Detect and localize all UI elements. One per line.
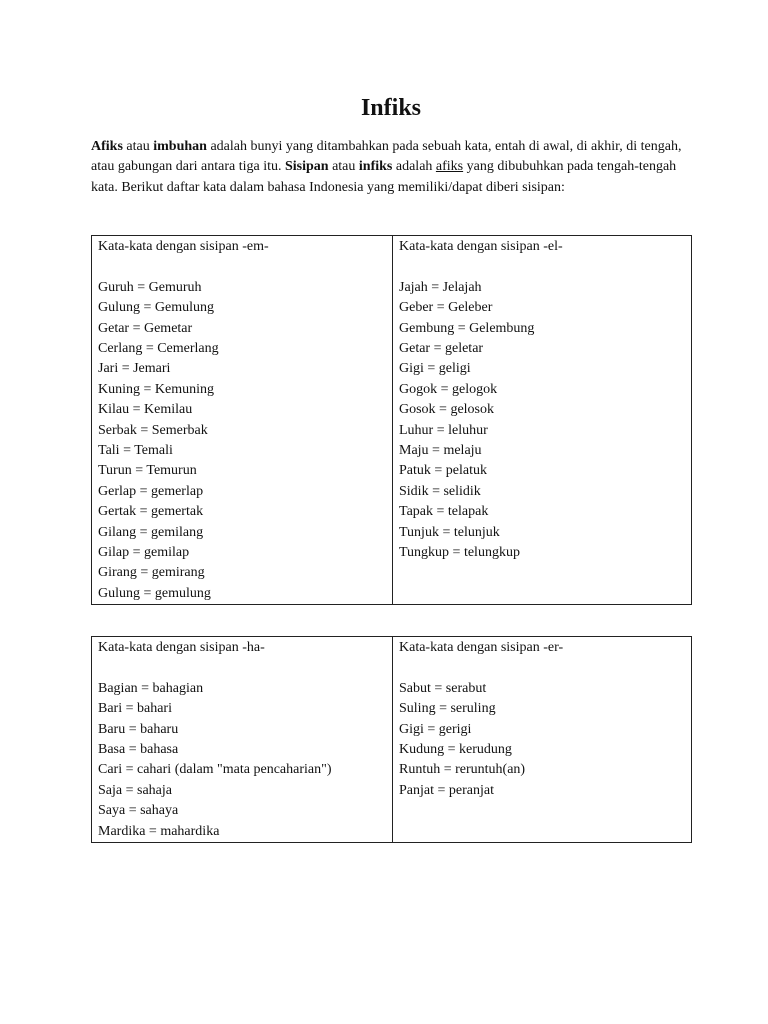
- column-header-ha: Kata-kata dengan sisipan -ha-: [98, 640, 265, 655]
- word-pair: Getar = geletar: [399, 341, 484, 357]
- column-header-el: Kata-kata dengan sisipan -el-: [399, 239, 563, 254]
- word-pair: Sidik = selidik: [399, 483, 481, 499]
- intro-text: atau: [328, 159, 359, 175]
- word-pair: Gogok = gelogok: [399, 381, 498, 397]
- word-pair: Bagian = bahagian: [98, 680, 204, 696]
- table-row: [92, 637, 692, 843]
- word-list-em: [98, 278, 386, 605]
- table-row: [92, 236, 692, 605]
- word-pair: Mardika = mahardika: [98, 823, 220, 839]
- term-afiks: Afiks: [91, 139, 123, 154]
- word-pair: Tali = Temali: [98, 443, 173, 459]
- column-er: [393, 637, 692, 843]
- word-pair: Turun = Temurun: [98, 463, 197, 479]
- word-pair: Guruh = Gemuruh: [98, 279, 202, 295]
- word-pair: Jari = Jemari: [98, 361, 171, 377]
- column-em: [92, 236, 393, 605]
- word-pair: Serbak = Semerbak: [98, 422, 208, 438]
- word-pair: Tapak = telapak: [399, 504, 489, 520]
- word-pair: Gilang = gemilang: [98, 524, 204, 540]
- word-pair: Girang = gemirang: [98, 565, 205, 581]
- word-list-el: [399, 278, 685, 564]
- word-pair: Saja = sahaja: [98, 782, 172, 798]
- word-pair: Maju = melaju: [399, 443, 482, 459]
- word-pair: Sabut = serabut: [399, 680, 487, 696]
- intro-text: yang dibubuhkan pada tengah-tengah kata. Berikut daftar kata dalam bahasa Indonesia yang memiliki/dapat diberi sisipan:: [91, 159, 677, 195]
- word-pair: Gulung = Gemulung: [98, 300, 214, 316]
- word-list-er: [399, 679, 685, 801]
- column-ha: [92, 637, 393, 843]
- word-pair: Gertak = gemertak: [98, 504, 204, 520]
- word-pair: Suling = seruling: [399, 701, 496, 717]
- word-pair: Saya = sahaya: [98, 803, 179, 819]
- page-title: Infiks: [360, 95, 422, 121]
- word-pair: Kilau = Kemilau: [98, 402, 193, 418]
- intro-text: atau: [122, 139, 154, 154]
- word-pair: Getar = Gemetar: [98, 320, 193, 336]
- word-pair: Baru = baharu: [98, 721, 179, 737]
- word-pair: Geber = Geleber: [399, 300, 493, 316]
- term-sisipan: Sisipan: [284, 159, 329, 175]
- infix-table-ha-er: [91, 636, 692, 843]
- afiks-link[interactable]: afiks: [435, 159, 464, 175]
- column-el: [393, 236, 692, 605]
- word-pair: Gerlap = gemerlap: [98, 483, 204, 499]
- word-pair: Runtuh = reruntuh(an): [399, 762, 526, 778]
- word-pair: Panjat = peranjat: [399, 782, 494, 798]
- word-pair: Kudung = kerudung: [399, 742, 512, 758]
- word-pair: Tungkup = telungkup: [399, 545, 520, 561]
- column-header-em: Kata-kata dengan sisipan -em-: [98, 239, 269, 254]
- word-pair: Gosok = gelosok: [399, 402, 495, 418]
- word-pair: Gigi = geligi: [399, 361, 471, 377]
- word-pair: Cari = cahari (dalam "mata pencaharian"): [98, 762, 332, 778]
- word-pair: Gilap = gemilap: [98, 545, 190, 561]
- term-imbuhan: imbuhan: [153, 139, 207, 154]
- word-pair: Gigi = gerigi: [399, 721, 472, 737]
- word-list-ha: [98, 679, 386, 842]
- intro-text: adalah bunyi yang ditambahkan pada sebuah kata, entah di awal, di akhir, di tengah, atau gabungan dari antara tiga itu.: [91, 139, 682, 175]
- word-pair: Bari = bahari: [98, 701, 172, 717]
- word-pair: Tunjuk = telunjuk: [399, 524, 500, 540]
- infix-table-em-el: [91, 235, 692, 605]
- term-infiks: infiks: [358, 159, 393, 175]
- column-header-er: Kata-kata dengan sisipan -er-: [399, 640, 564, 655]
- word-pair: Kuning = Kemuning: [98, 381, 214, 397]
- word-pair: Cerlang = Cemerlang: [98, 341, 219, 357]
- word-pair: Jajah = Jelajah: [399, 279, 482, 295]
- word-pair: Gembung = Gelembung: [399, 320, 535, 336]
- word-pair: Gulung = gemulung: [98, 585, 211, 601]
- intro-text: adalah: [392, 159, 436, 175]
- intro-paragraph: [91, 137, 691, 198]
- word-pair: Basa = bahasa: [98, 742, 179, 758]
- word-pair: Luhur = leluhur: [399, 422, 488, 438]
- word-pair: Patuk = pelatuk: [399, 463, 487, 479]
